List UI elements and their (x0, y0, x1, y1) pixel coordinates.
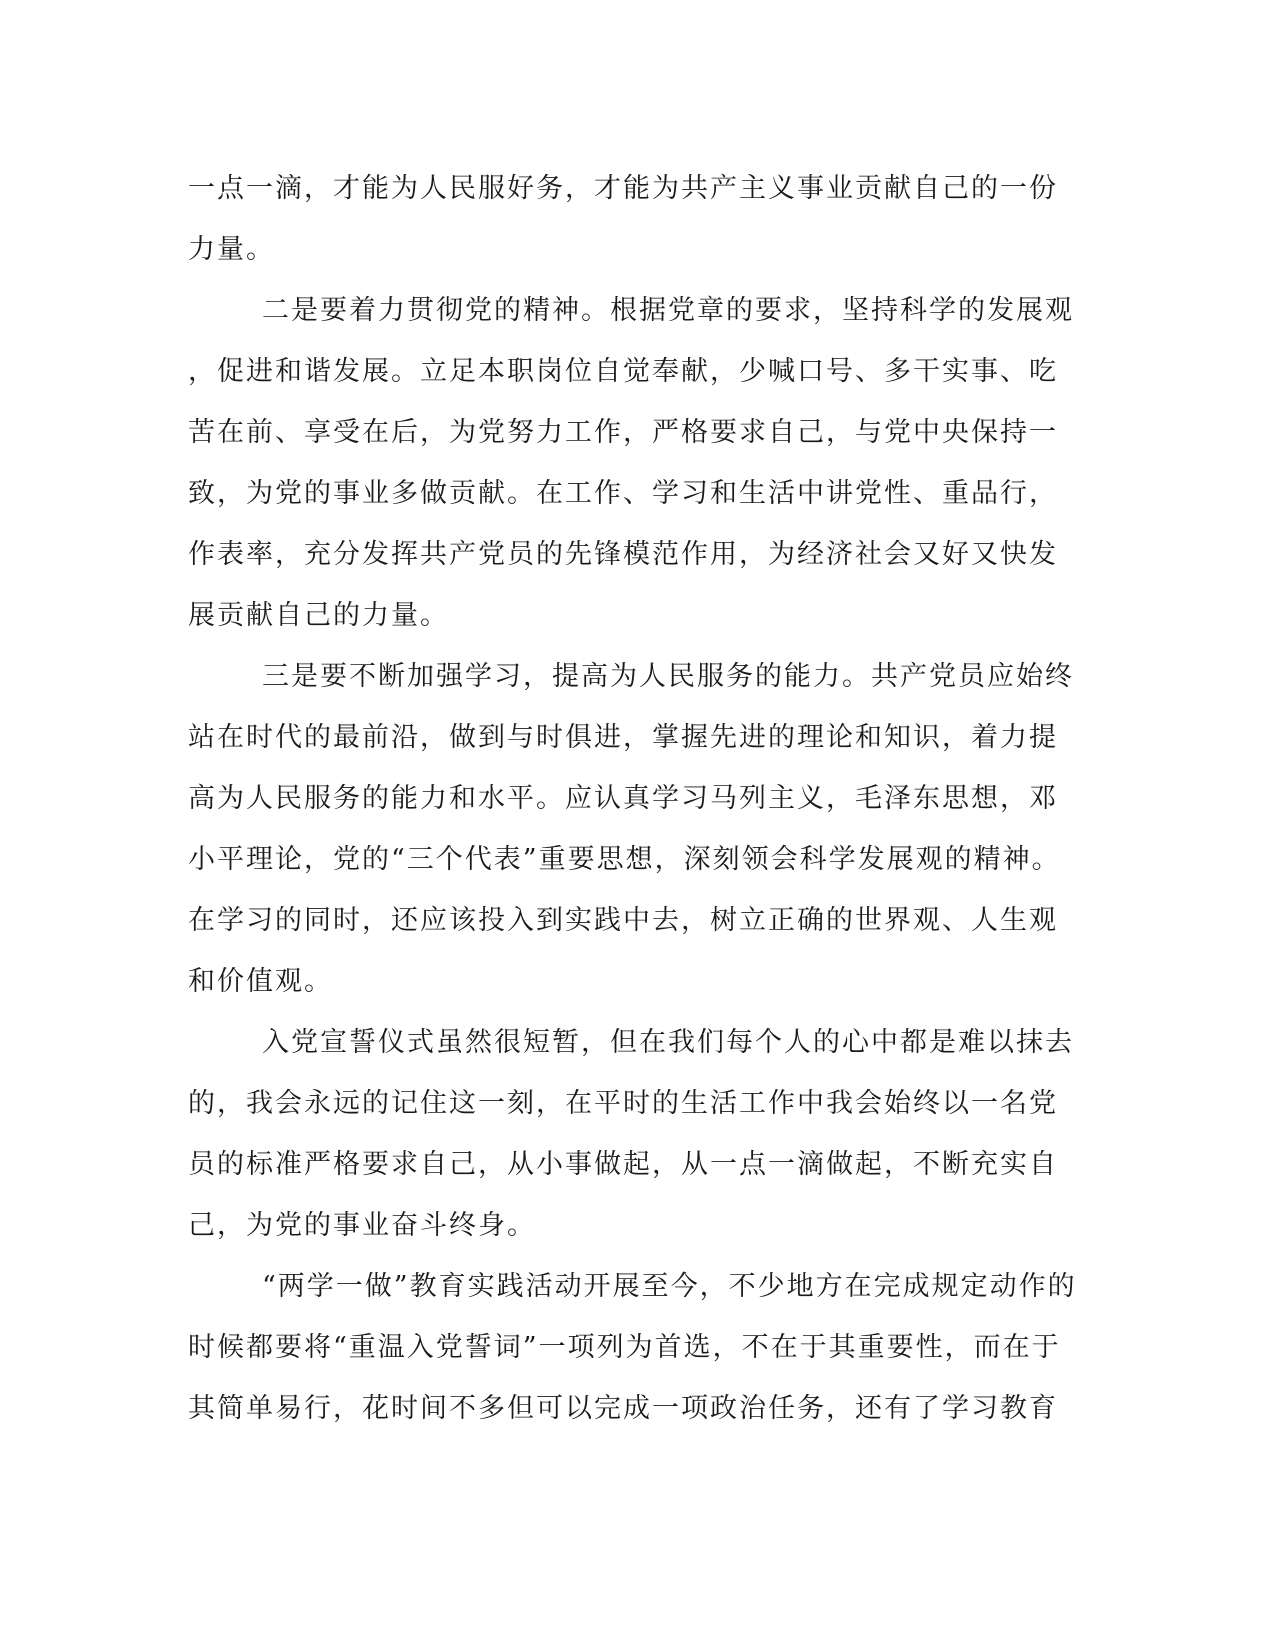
text-line: 展贡献自己的力量。 (188, 600, 449, 631)
text-line: 入党宣誓仪式虽然很短暂，但在我们每个人的心中都是难以抹去 (262, 1027, 1074, 1058)
document-body (188, 158, 1077, 1439)
text-line: 高为人民服务的能力和水平。应认真学习马列主义，毛泽东思想，邓 (188, 783, 1058, 814)
text-line: 时候都要将“重温入党誓词”一项列为首选，不在于其重要性，而在于 (188, 1332, 1061, 1363)
text-line: 作表率，充分发挥共产党员的先锋模范作用，为经济社会又好又快发 (188, 539, 1058, 570)
text-line: 其简单易行，花时间不多但可以完成一项政治任务，还有了学习教育 (188, 1393, 1058, 1424)
text-line: 小平理论，党的“三个代表”重要思想，深刻领会科学发展观的精神。 (188, 844, 1061, 875)
text-line: 的，我会永远的记住这一刻，在平时的生活工作中我会始终以一名党 (188, 1088, 1058, 1119)
text-line: 员的标准严格要求自己，从小事做起，从一点一滴做起，不断充实自 (188, 1149, 1058, 1180)
text-line: 和价值观。 (188, 966, 333, 997)
text-line: 力量。 (188, 234, 275, 265)
text-line: 站在时代的最前沿，做到与时俱进，掌握先进的理论和知识，着力提 (188, 722, 1058, 753)
text-line: 一点一滴，才能为人民服好务，才能为共产主义事业贡献自己的一份 (188, 173, 1058, 204)
text-line: 三是要不断加强学习，提高为人民服务的能力。共产党员应始终 (262, 661, 1074, 692)
text-line: 苦在前、享受在后，为党努力工作，严格要求自己，与党中央保持一 (188, 417, 1058, 448)
text-line: “两学一做”教育实践活动开展至今，不少地方在完成规定动作的 (262, 1271, 1077, 1302)
text-line: 致，为党的事业多做贡献。在工作、学习和生活中讲党性、重品行， (188, 478, 1058, 509)
text-line: 在学习的同时，还应该投入到实践中去，树立正确的世界观、人生观 (188, 905, 1058, 936)
text-line: 己，为党的事业奋斗终身。 (188, 1210, 536, 1241)
text-line: 二是要着力贯彻党的精神。根据党章的要求，坚持科学的发展观 (262, 295, 1074, 326)
text-line: ，促进和谐发展。立足本职岗位自觉奉献，少喊口号、多干实事、吃 (188, 356, 1058, 387)
